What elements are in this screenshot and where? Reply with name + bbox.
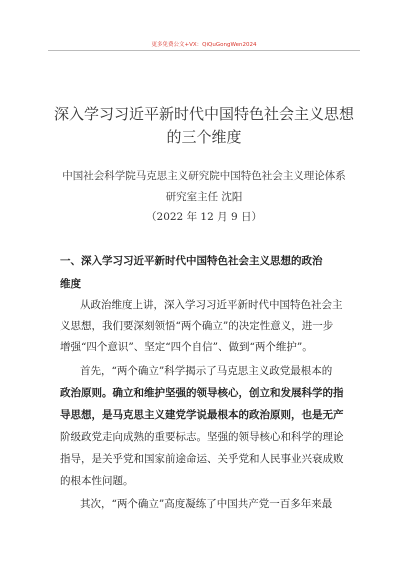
paragraph-3-line-1: 其次，“两个确立”高度凝练了中国共产党一百多年来最 [80, 498, 333, 510]
paragraph-1-line-3: 增强“四个意识”、坚定“四个自信”、做到“两个维护”。 [60, 341, 313, 353]
section-heading-line-1: 一、深入学习习近平新时代中国特色社会主义思想的政治 [60, 255, 323, 267]
paragraph-2-line-4: 阶级政党走向成熟的重要标志。坚强的领导核心和科学的理论 [60, 431, 344, 443]
paragraph-1-line-2: 义思想，我们要深刻领悟“两个确立”的决定性意义，进一步 [60, 320, 334, 332]
paragraph-2-line-2: 政治原则。确立和维护坚强的领导核心，创立和发展科学的指 [60, 387, 344, 399]
section-heading-line-2: 维度 [60, 278, 81, 290]
header-divider [48, 50, 360, 51]
paragraph-2-line-5: 指导，是关乎党和国家前途命运、关乎党和人民事业兴衰成败 [60, 453, 344, 465]
date-line: （2022 年 12 月 9 日） [146, 211, 262, 223]
title-line-2: 的三个维度 [166, 128, 242, 146]
header-watermark: 更多免费公文+VX：QiQuGongWen2024 [151, 42, 257, 48]
paragraph-2-line-6: 的根本性问题。 [60, 475, 134, 487]
document-title [40, 103, 368, 149]
affiliation-line-1: 中国社会科学院马克思主义研究院中国特色社会主义理论体系 [62, 170, 346, 182]
title-line-1: 深入学习习近平新时代中国特色社会主义思想 [53, 105, 354, 123]
paragraph-2-line-3: 导思想，是马克思主义建党学说最根本的政治原则，也是无产 [60, 409, 344, 421]
paragraph-1-line-1: 从政治维度上讲，深入学习习近平新时代中国特色社会主 [80, 299, 343, 311]
paragraph-2-line-1: 首先，“两个确立”科学揭示了马克思主义政党最根本的 [80, 365, 333, 377]
author-line: 研究室主任 沈阳 [165, 191, 243, 203]
